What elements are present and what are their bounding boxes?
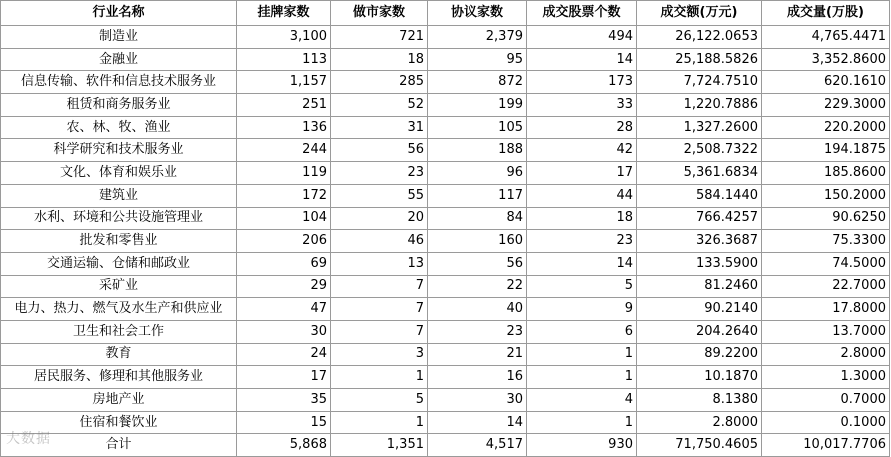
industry-name-cell: 文化、体育和娱乐业 [1, 162, 237, 185]
market-maker-count-cell: 7 [331, 298, 428, 321]
volume-cell: 185.8600 [762, 162, 890, 185]
listed-count-cell: 29 [237, 275, 331, 298]
table-row [1, 116, 890, 139]
table-total-row [1, 434, 890, 457]
agreement-count-cell: 16 [428, 366, 527, 389]
listed-count-cell: 24 [237, 343, 331, 366]
table-row [1, 162, 890, 185]
turnover-cell: 2,508.7322 [637, 139, 762, 162]
table-row [1, 298, 890, 321]
header-turnover: 成交额(万元) [637, 1, 762, 26]
market-maker-count-cell: 285 [331, 71, 428, 94]
traded-stock-count-cell: 1 [527, 411, 637, 434]
listed-count-cell: 244 [237, 139, 331, 162]
traded-stock-count-cell: 28 [527, 116, 637, 139]
volume-cell: 22.7000 [762, 275, 890, 298]
header-market-maker-count: 做市家数 [331, 1, 428, 26]
table-row [1, 48, 890, 71]
table-row [1, 207, 890, 230]
volume-cell: 620.1610 [762, 71, 890, 94]
turnover-cell: 1,327.2600 [637, 116, 762, 139]
listed-count-cell: 104 [237, 207, 331, 230]
table-row [1, 389, 890, 412]
header-listed-count: 挂牌家数 [237, 1, 331, 26]
agreement-count-cell: 84 [428, 207, 527, 230]
turnover-cell: 5,361.6834 [637, 162, 762, 185]
market-maker-count-cell: 56 [331, 139, 428, 162]
table-row [1, 275, 890, 298]
volume-cell: 74.5000 [762, 252, 890, 275]
volume-cell: 0.1000 [762, 411, 890, 434]
traded-stock-count-cell: 23 [527, 230, 637, 253]
agreement-count-cell: 14 [428, 411, 527, 434]
table-row [1, 26, 890, 49]
agreement-count-cell: 21 [428, 343, 527, 366]
agreement-count-cell: 872 [428, 71, 527, 94]
header-volume: 成交量(万股) [762, 1, 890, 26]
turnover-cell: 89.2200 [637, 343, 762, 366]
listed-count-cell: 15 [237, 411, 331, 434]
traded-stock-count-cell: 14 [527, 252, 637, 275]
agreement-count-cell: 105 [428, 116, 527, 139]
traded-stock-count-cell: 5 [527, 275, 637, 298]
table-row [1, 320, 890, 343]
industry-name-cell: 农、林、牧、渔业 [1, 116, 237, 139]
volume-cell: 220.2000 [762, 116, 890, 139]
agreement-count-cell: 117 [428, 184, 527, 207]
turnover-cell: 326.3687 [637, 230, 762, 253]
listed-count-cell: 113 [237, 48, 331, 71]
listed-count-cell: 30 [237, 320, 331, 343]
industry-name-cell: 电力、热力、燃气及水生产和供应业 [1, 298, 237, 321]
traded-stock-count-cell: 1 [527, 343, 637, 366]
agreement-count-cell: 56 [428, 252, 527, 275]
industry-name-cell: 科学研究和技术服务业 [1, 139, 237, 162]
turnover-cell: 133.5900 [637, 252, 762, 275]
listed-count-cell: 136 [237, 116, 331, 139]
industry-name-cell: 交通运输、仓储和邮政业 [1, 252, 237, 275]
volume-cell: 75.3300 [762, 230, 890, 253]
market-maker-count-cell: 52 [331, 94, 428, 117]
header-traded-stock-count: 成交股票个数 [527, 1, 637, 26]
traded-stock-count-cell: 44 [527, 184, 637, 207]
table-row [1, 252, 890, 275]
table-row [1, 94, 890, 117]
turnover-cell: 8.1380 [637, 389, 762, 412]
market-maker-count-cell: 1 [331, 366, 428, 389]
agreement-count-cell: 23 [428, 320, 527, 343]
industry-name-cell: 合计 [1, 434, 237, 457]
agreement-count-cell: 40 [428, 298, 527, 321]
agreement-count-cell: 22 [428, 275, 527, 298]
market-maker-count-cell: 1 [331, 411, 428, 434]
listed-count-cell: 17 [237, 366, 331, 389]
agreement-count-cell: 30 [428, 389, 527, 412]
industry-name-cell: 住宿和餐饮业 [1, 411, 237, 434]
table-row [1, 366, 890, 389]
industry-name-cell: 居民服务、修理和其他服务业 [1, 366, 237, 389]
turnover-cell: 71,750.4605 [637, 434, 762, 457]
header-agreement-count: 协议家数 [428, 1, 527, 26]
listed-count-cell: 69 [237, 252, 331, 275]
turnover-cell: 204.2640 [637, 320, 762, 343]
industry-name-cell: 信息传输、软件和信息技术服务业 [1, 71, 237, 94]
volume-cell: 229.3000 [762, 94, 890, 117]
turnover-cell: 25,188.5826 [637, 48, 762, 71]
turnover-cell: 2.8000 [637, 411, 762, 434]
turnover-cell: 81.2460 [637, 275, 762, 298]
market-maker-count-cell: 46 [331, 230, 428, 253]
agreement-count-cell: 4,517 [428, 434, 527, 457]
listed-count-cell: 35 [237, 389, 331, 412]
industry-name-cell: 制造业 [1, 26, 237, 49]
traded-stock-count-cell: 17 [527, 162, 637, 185]
traded-stock-count-cell: 173 [527, 71, 637, 94]
table-row [1, 184, 890, 207]
market-maker-count-cell: 7 [331, 275, 428, 298]
listed-count-cell: 206 [237, 230, 331, 253]
industry-name-cell: 建筑业 [1, 184, 237, 207]
traded-stock-count-cell: 33 [527, 94, 637, 117]
watermark: 大数据 [6, 431, 51, 447]
traded-stock-count-cell: 930 [527, 434, 637, 457]
traded-stock-count-cell: 42 [527, 139, 637, 162]
table-row [1, 71, 890, 94]
market-maker-count-cell: 5 [331, 389, 428, 412]
header-industry-name: 行业名称 [1, 1, 237, 26]
market-maker-count-cell: 7 [331, 320, 428, 343]
industry-name-cell: 教育 [1, 343, 237, 366]
table-row [1, 139, 890, 162]
table-header-row [1, 1, 890, 26]
industry-name-cell: 租赁和商务服务业 [1, 94, 237, 117]
volume-cell: 90.6250 [762, 207, 890, 230]
market-maker-count-cell: 13 [331, 252, 428, 275]
traded-stock-count-cell: 14 [527, 48, 637, 71]
volume-cell: 0.7000 [762, 389, 890, 412]
market-maker-count-cell: 31 [331, 116, 428, 139]
industry-name-cell: 采矿业 [1, 275, 237, 298]
turnover-cell: 584.1440 [637, 184, 762, 207]
agreement-count-cell: 188 [428, 139, 527, 162]
listed-count-cell: 47 [237, 298, 331, 321]
volume-cell: 4,765.4471 [762, 26, 890, 49]
agreement-count-cell: 160 [428, 230, 527, 253]
market-maker-count-cell: 20 [331, 207, 428, 230]
listed-count-cell: 251 [237, 94, 331, 117]
industry-name-cell: 批发和零售业 [1, 230, 237, 253]
volume-cell: 2.8000 [762, 343, 890, 366]
agreement-count-cell: 199 [428, 94, 527, 117]
market-maker-count-cell: 23 [331, 162, 428, 185]
traded-stock-count-cell: 6 [527, 320, 637, 343]
volume-cell: 10,017.7706 [762, 434, 890, 457]
volume-cell: 17.8000 [762, 298, 890, 321]
agreement-count-cell: 2,379 [428, 26, 527, 49]
listed-count-cell: 119 [237, 162, 331, 185]
turnover-cell: 7,724.7510 [637, 71, 762, 94]
industry-name-cell: 水利、环境和公共设施管理业 [1, 207, 237, 230]
turnover-cell: 10.1870 [637, 366, 762, 389]
listed-count-cell: 1,157 [237, 71, 331, 94]
market-maker-count-cell: 1,351 [331, 434, 428, 457]
volume-cell: 150.2000 [762, 184, 890, 207]
table-row [1, 230, 890, 253]
volume-cell: 1.3000 [762, 366, 890, 389]
table-row [1, 411, 890, 434]
market-maker-count-cell: 18 [331, 48, 428, 71]
traded-stock-count-cell: 4 [527, 389, 637, 412]
industry-name-cell: 金融业 [1, 48, 237, 71]
listed-count-cell: 172 [237, 184, 331, 207]
traded-stock-count-cell: 494 [527, 26, 637, 49]
traded-stock-count-cell: 18 [527, 207, 637, 230]
volume-cell: 13.7000 [762, 320, 890, 343]
listed-count-cell: 3,100 [237, 26, 331, 49]
turnover-cell: 1,220.7886 [637, 94, 762, 117]
agreement-count-cell: 95 [428, 48, 527, 71]
agreement-count-cell: 96 [428, 162, 527, 185]
volume-cell: 194.1875 [762, 139, 890, 162]
table-row [1, 343, 890, 366]
listed-count-cell: 5,868 [237, 434, 331, 457]
market-maker-count-cell: 55 [331, 184, 428, 207]
traded-stock-count-cell: 9 [527, 298, 637, 321]
market-maker-count-cell: 3 [331, 343, 428, 366]
traded-stock-count-cell: 1 [527, 366, 637, 389]
industry-name-cell: 卫生和社会工作 [1, 320, 237, 343]
turnover-cell: 26,122.0653 [637, 26, 762, 49]
industry-name-cell: 房地产业 [1, 389, 237, 412]
turnover-cell: 90.2140 [637, 298, 762, 321]
market-maker-count-cell: 721 [331, 26, 428, 49]
turnover-cell: 766.4257 [637, 207, 762, 230]
volume-cell: 3,352.8600 [762, 48, 890, 71]
